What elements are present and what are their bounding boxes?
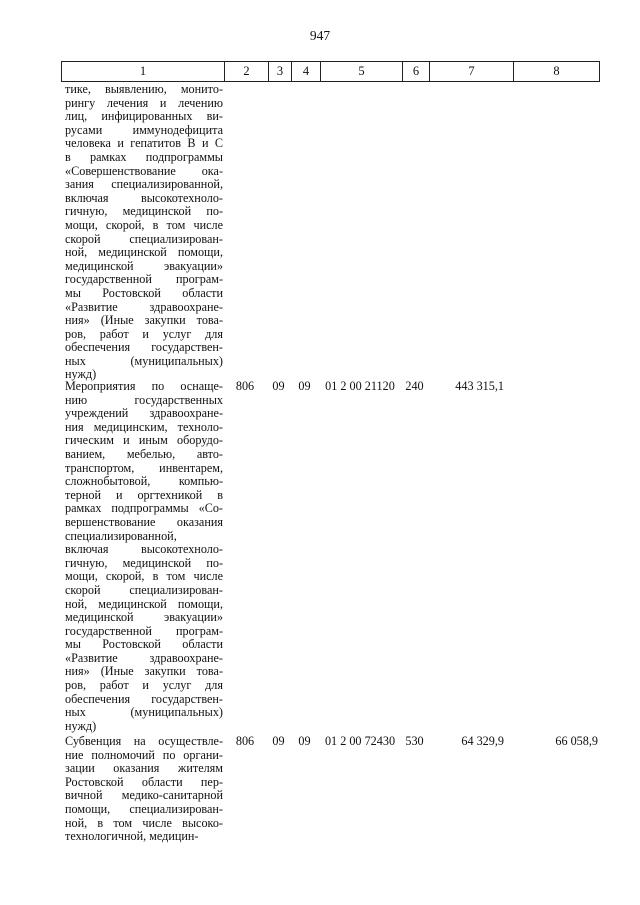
description-line: в рамках подпрограммы: [65, 149, 223, 164]
description-line: ной, медицинской помощи,: [65, 245, 223, 260]
cell-section: 09: [272, 379, 285, 393]
description-line: гичную, медицинской по-: [65, 555, 223, 570]
column-header-3: 3: [268, 62, 291, 81]
column-header-5: 5: [320, 62, 402, 81]
description-line: «Развитие здравоохране-: [65, 650, 223, 665]
cell-target-article: 01 2 00 21120: [325, 379, 395, 393]
description-line: зации оказания жителям: [65, 761, 223, 776]
description-line: ных (муниципальных): [65, 353, 223, 368]
description-line: ной, медицинской помощи,: [65, 596, 223, 611]
description-line: Субвенция на осуществле-: [65, 734, 223, 748]
description-line: рамках подпрограммы «Со-: [65, 501, 223, 516]
column-header-6: 6: [402, 62, 429, 81]
description-line: тике, выявлению, монито-: [65, 82, 223, 96]
description-line: «Развитие здравоохране-: [65, 299, 223, 314]
description-line: помощи, специализирован-: [65, 801, 223, 816]
description-line: включая высокотехноло-: [65, 542, 223, 557]
description-line: лиц, инфицированных ви-: [65, 109, 223, 124]
description-line: нию государственных: [65, 392, 223, 407]
page-number: 947: [309, 28, 331, 43]
table-row: [61, 380, 600, 733]
cell-target-article: 01 2 00 72430: [324, 734, 396, 748]
description-line: «Совершенствование ока-: [65, 163, 223, 178]
row-description: [61, 380, 223, 733]
description-line: государственной програм-: [65, 623, 223, 638]
table-header: [61, 61, 600, 82]
column-header-7: 7: [429, 62, 513, 81]
description-line: мы Ростовской области: [65, 285, 223, 300]
table-row: [61, 735, 600, 844]
description-line: терной и оргтехникой в: [65, 487, 223, 502]
cell-ministry-code: 806: [235, 379, 255, 393]
description-line: ния» (Иные закупки това-: [65, 664, 223, 679]
description-line: ной, в том числе высоко-: [65, 815, 223, 830]
description-line: человека и гепатитов В и С: [65, 136, 223, 151]
description-line: государственной програм-: [65, 272, 223, 287]
description-line: обеспечения государствен-: [65, 340, 223, 355]
description-line: ние полномочий по органи-: [65, 747, 223, 762]
row-description: [61, 735, 223, 844]
cell-amount-1: 443 315,1: [455, 379, 504, 393]
column-header-1: 1: [139, 64, 147, 78]
description-line: мощи, скорой, в том числе: [65, 569, 223, 584]
description-line: технологичной, медицин-: [65, 829, 199, 844]
description-line: зания специализированной,: [65, 177, 223, 192]
description-line: вершенствование оказания: [65, 514, 223, 529]
cell-expense-type: 530: [405, 734, 424, 748]
description-line: транспортом, инвентарем,: [65, 460, 223, 475]
description-line: ных (муниципальных): [65, 705, 223, 720]
description-line: ров, работ и услуг для: [65, 326, 223, 341]
cell-amount-2: 66 058,9: [555, 734, 598, 748]
cell-ministry-code: 806: [235, 734, 255, 748]
cell-expense-type: 240: [405, 379, 424, 393]
description-line: ния медицинским, техноло-: [65, 419, 223, 434]
description-line: Мероприятия по оснаще-: [65, 379, 223, 393]
description-line: гическим и иным оборудо-: [65, 433, 223, 448]
description-line: ния» (Иные закупки това-: [65, 313, 223, 328]
description-line: скорой специализирован-: [65, 231, 223, 246]
description-line: нужд): [65, 367, 97, 382]
cell-subsection: 09: [298, 734, 311, 748]
description-line: сложнобытовой, компью-: [65, 474, 223, 489]
description-line: включая высокотехноло-: [65, 190, 223, 205]
cell-subsection: 09: [298, 379, 311, 393]
cell-section: 09: [272, 734, 285, 748]
column-header-2: 2: [224, 62, 268, 81]
description-line: мы Ростовской области: [65, 637, 223, 652]
column-header-8: 8: [513, 62, 599, 81]
description-line: гичную, медицинской по-: [65, 204, 223, 219]
description-line: специализированной,: [65, 528, 177, 543]
description-line: обеспечения государствен-: [65, 691, 223, 706]
description-line: рингу лечения и лечению: [65, 95, 223, 110]
description-line: учреждений здравоохране-: [65, 406, 223, 421]
description-line: ров, работ и услуг для: [65, 678, 223, 693]
description-line: Ростовской области пер-: [65, 774, 223, 789]
column-header-4: 4: [291, 62, 320, 81]
description-line: нужд): [65, 718, 97, 733]
description-line: вичной медико-санитарной: [65, 788, 223, 803]
description-line: русами иммунодефицита: [65, 122, 223, 137]
description-line: медицинской эвакуации»: [65, 258, 223, 273]
description-line: медицинской эвакуации»: [65, 610, 223, 625]
row-description: [61, 83, 223, 382]
description-line: скорой специализирован-: [65, 582, 223, 597]
cell-amount-1: 64 329,9: [461, 734, 504, 748]
description-line: ванием, мебелью, авто-: [65, 446, 223, 461]
table-row: [61, 83, 600, 382]
description-line: мощи, скорой, в том числе: [65, 217, 223, 232]
